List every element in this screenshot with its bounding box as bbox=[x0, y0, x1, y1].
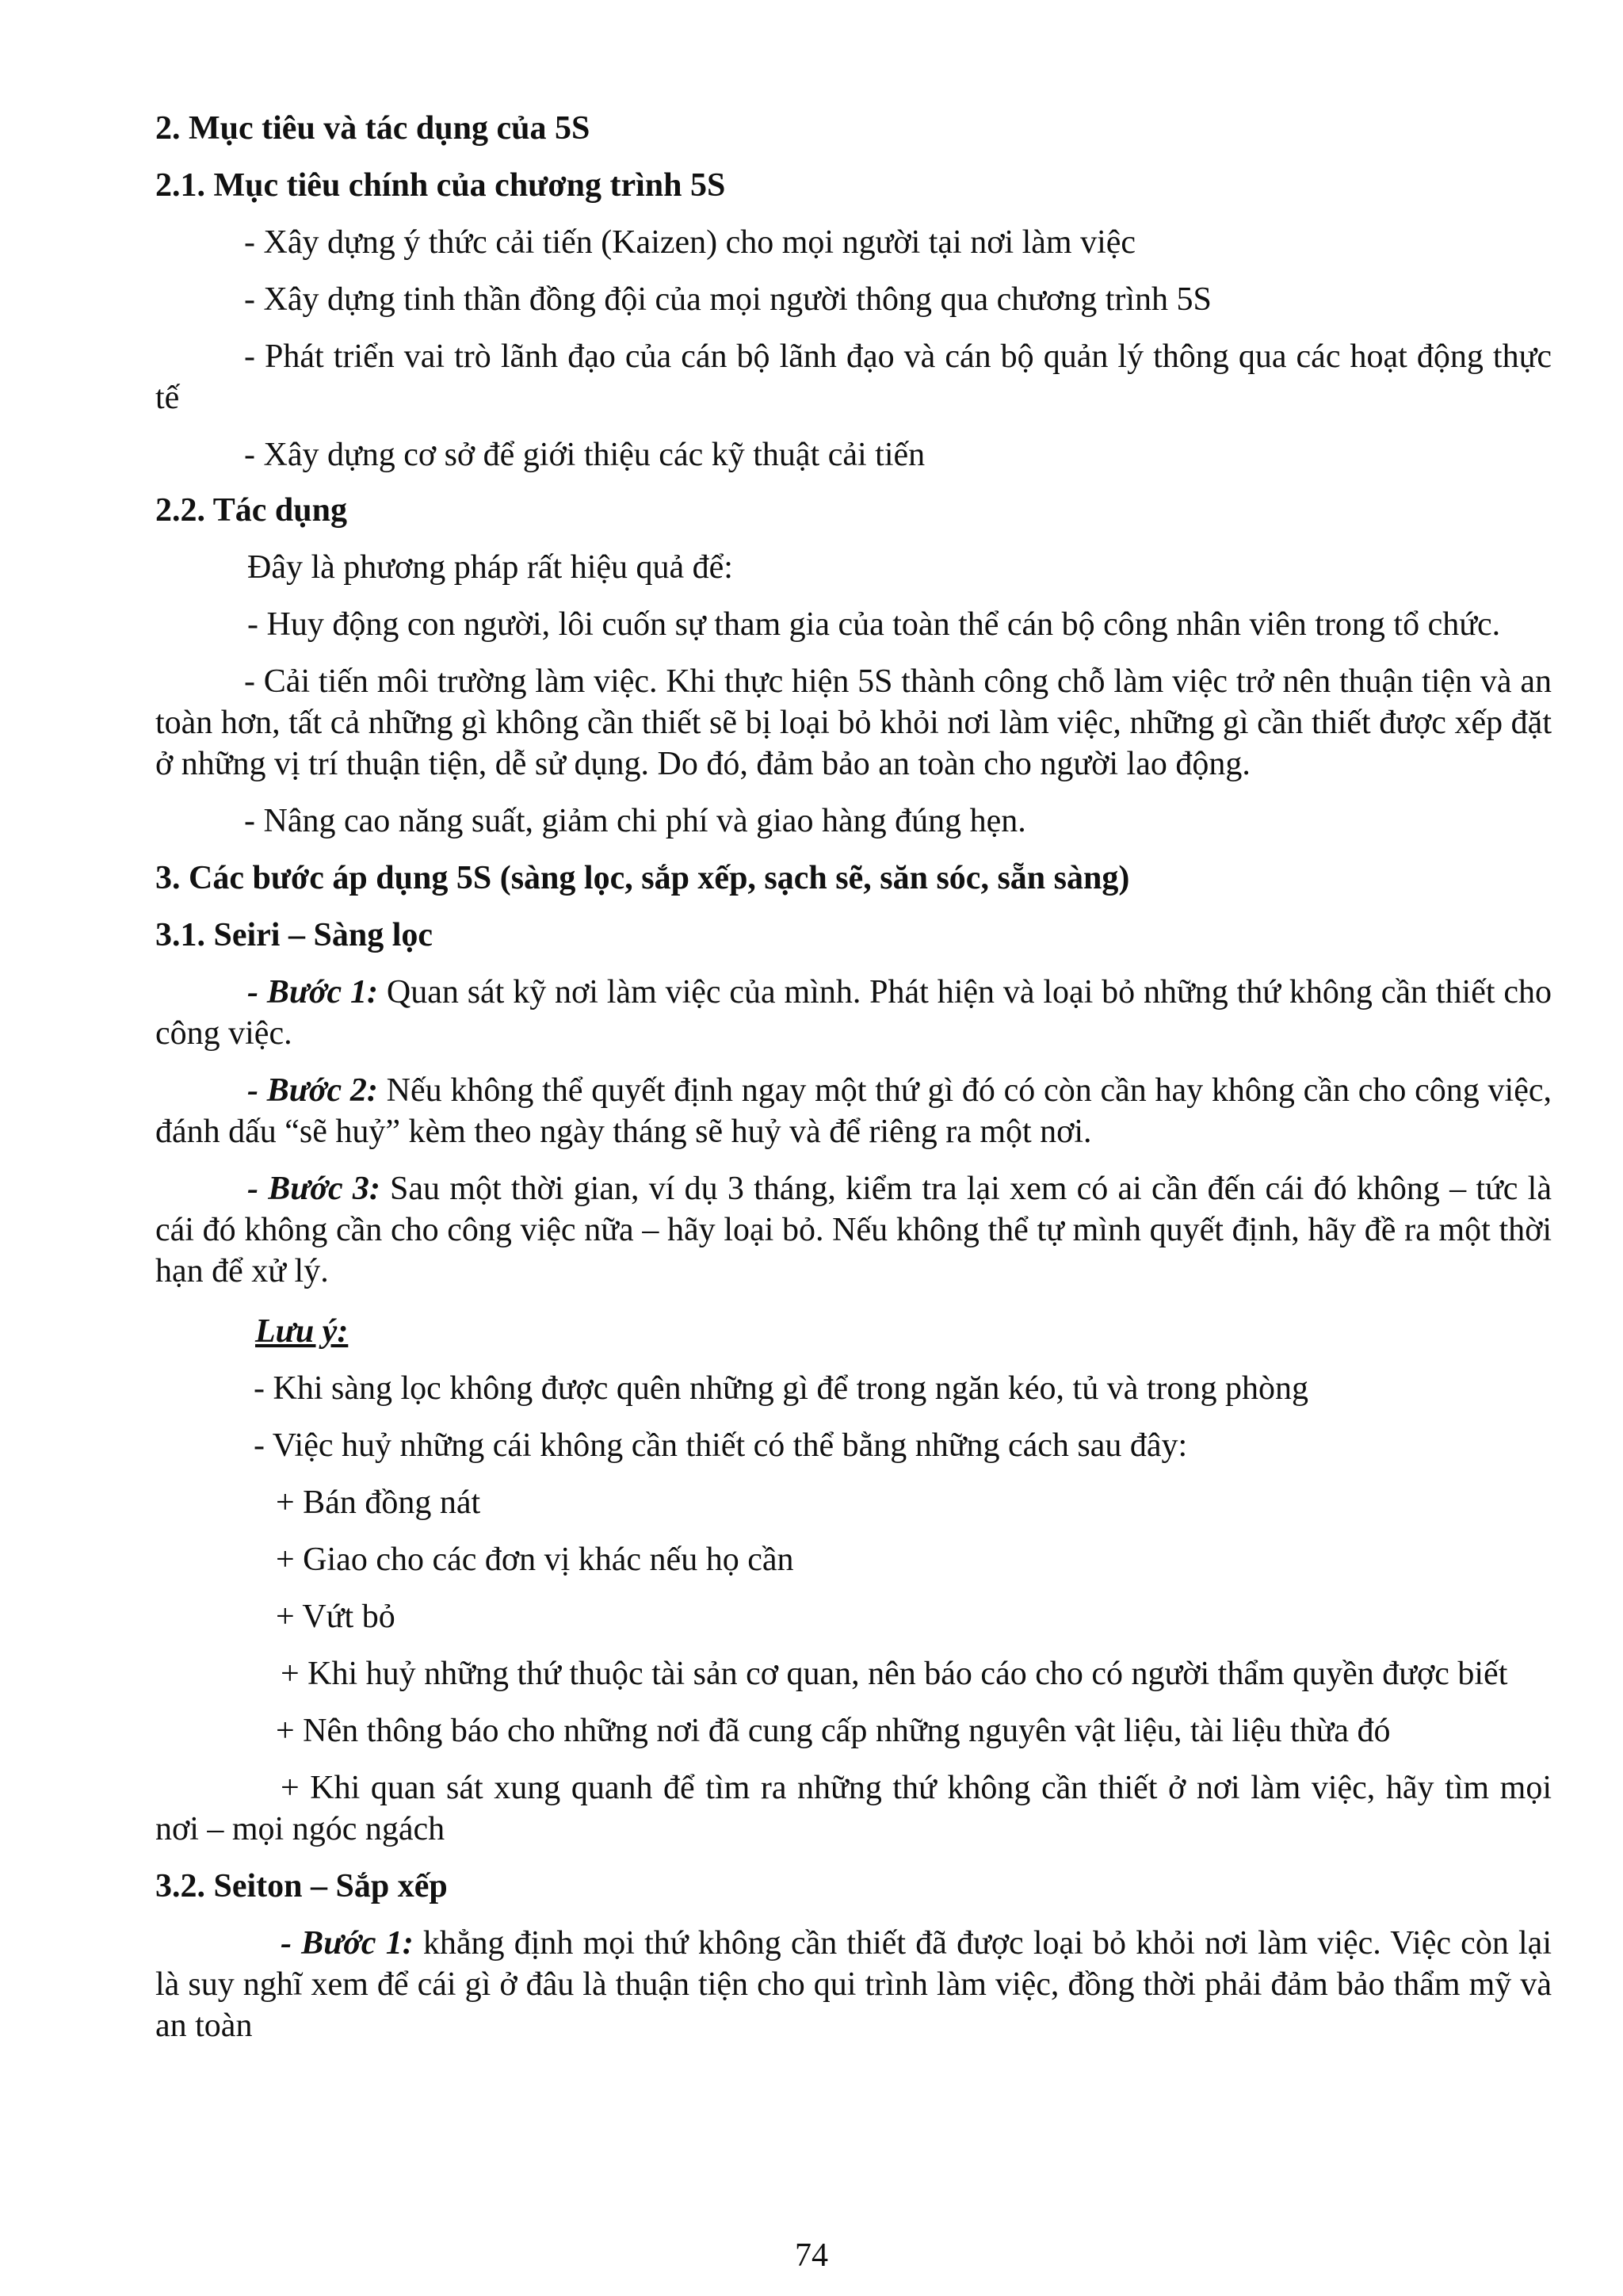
goal-item: - Xây dựng ý thức cải tiến (Kaizen) cho mọi người tại nơi làm việc bbox=[244, 224, 1136, 261]
disposal-method: + Giao cho các đơn vị khác nếu họ cần bbox=[276, 1541, 794, 1578]
disposal-method: + Nên thông báo cho những nơi đã cung cấp những nguyên vật liệu, tài liệu thừa đó bbox=[276, 1713, 1391, 1749]
note-item: - Khi sàng lọc không được quên những gì để trong ngăn kéo, tủ và trong phòng bbox=[254, 1370, 1309, 1407]
heading-section-3-1: 3.1. Seiri – Sàng lọc bbox=[155, 917, 433, 953]
seiton-step bbox=[155, 1923, 1552, 2046]
step-text: Nếu không thể quyết định ngay một thứ gì đó có còn cần hay không cần cho công việc, đánh dấu “sẽ huỷ” kèm theo ngày tháng sẽ huỷ và để riêng ra một nơi. bbox=[155, 1072, 1552, 1150]
disposal-method: + Khi huỷ những thứ thuộc tài sản cơ quan, nên báo cáo cho có người thẩm quyền được biết bbox=[281, 1656, 1508, 1692]
disposal-method: + Vứt bỏ bbox=[276, 1599, 395, 1635]
seiri-step bbox=[155, 1070, 1552, 1152]
goal-item: - Phát triển vai trò lãnh đạo của cán bộ lãnh đạo và cán bộ quản lý thông qua các hoạt động thực tế bbox=[155, 338, 1552, 416]
effect-item: - Cải tiến môi trường làm việc. Khi thực hiện 5S thành công chỗ làm việc trở nên thuận tiện và an toàn hơn, tất cả những gì không cần thiết sẽ bị loại bỏ khỏi nơi làm việc, những gì cần thiết được xếp đặt ở những vị trí thuận tiện, dễ sử dụng. Do đó, đảm bảo an toàn cho người lao động. bbox=[155, 663, 1552, 782]
step-label: - Bước 3: bbox=[247, 1171, 380, 1207]
step-text: Sau một thời gian, ví dụ 3 tháng, kiểm tra lại xem có ai cần đến cái đó không – tức là cái đó không cần cho công việc nữa – hãy loại bỏ. Nếu không thể tự mình quyết định, hãy đề ra một thời hạn để xử lý. bbox=[155, 1171, 1552, 1289]
effect-item: - Huy động con người, lôi cuốn sự tham gia của toàn thể cán bộ công nhân viên trong tổ chức. bbox=[247, 606, 1501, 643]
heading-section-3: 3. Các bước áp dụng 5S (sàng lọc, sắp xếp, sạch sẽ, săn sóc, sẵn sàng) bbox=[155, 860, 1130, 896]
effect-item: - Nâng cao năng suất, giảm chi phí và giao hàng đúng hẹn. bbox=[244, 803, 1026, 839]
note-item: - Việc huỷ những cái không cần thiết có thể bằng những cách sau đây: bbox=[254, 1427, 1188, 1464]
seiri-step bbox=[155, 1168, 1552, 1292]
seiri-step bbox=[155, 972, 1552, 1054]
goal-item: - Xây dựng cơ sở để giới thiệu các kỹ thuật cải tiến bbox=[244, 437, 926, 473]
heading-section-2: 2. Mục tiêu và tác dụng của 5S bbox=[155, 110, 590, 147]
goal-item: - Xây dựng tinh thần đồng đội của mọi người thông qua chương trình 5S bbox=[244, 281, 1212, 318]
step-label: - Bước 1: bbox=[281, 1925, 414, 1962]
document-page bbox=[155, 101, 1552, 2046]
step-label: - Bước 1: bbox=[247, 974, 379, 1010]
effect-intro: Đây là phương pháp rất hiệu quả để: bbox=[247, 549, 733, 586]
heading-section-3-2: 3.2. Seiton – Sắp xếp bbox=[155, 1868, 448, 1904]
disposal-method: + Bán đồng nát bbox=[276, 1484, 481, 1521]
step-label: - Bước 2: bbox=[247, 1072, 378, 1109]
page-number: 74 bbox=[795, 2237, 828, 2274]
heading-section-2-1: 2.1. Mục tiêu chính của chương trình 5S bbox=[155, 167, 726, 204]
step-text: khẳng định mọi thứ không cần thiết đã được loại bỏ khỏi nơi làm việc. Việc còn lại là suy nghĩ xem để cái gì ở đâu là thuận tiện cho qui trình làm việc, đồng thời phải đảm bảo thẩm mỹ và an toàn bbox=[155, 1925, 1552, 2044]
step-text: Quan sát kỹ nơi làm việc của mình. Phát hiện và loại bỏ những thứ không cần thiết cho công việc. bbox=[155, 974, 1552, 1052]
disposal-method: + Khi quan sát xung quanh để tìm ra những thứ không cần thiết ở nơi làm việc, hãy tìm mọi nơi – mọi ngóc ngách bbox=[155, 1770, 1552, 1847]
note-title: Lưu ý: bbox=[255, 1313, 349, 1350]
heading-section-2-2: 2.2. Tác dụng bbox=[155, 492, 347, 529]
